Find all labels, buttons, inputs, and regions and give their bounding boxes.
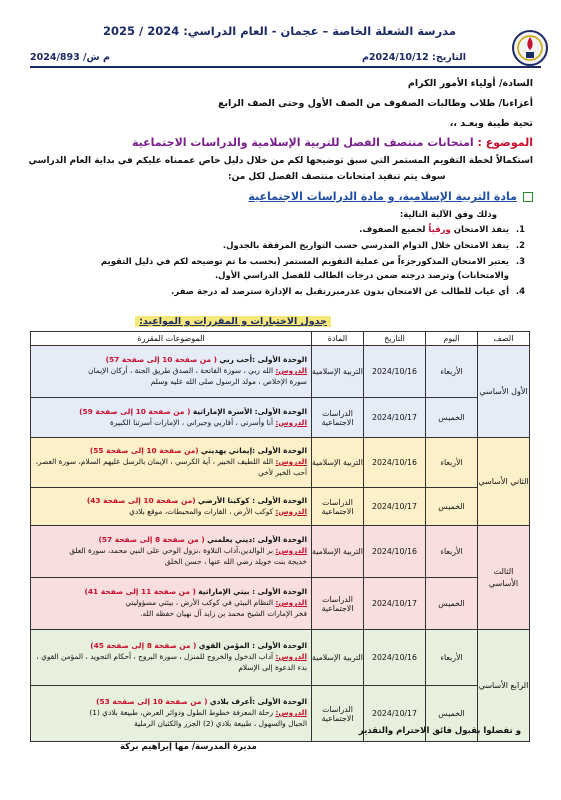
school-name: مدرسة الشعلة الخاصة – عجمان - العام الدراسي: 2024 / 2025 (102, 24, 456, 38)
grade-cell: الثالث الأساسي (478, 526, 530, 630)
date-cell: 2024/10/17 (364, 686, 426, 742)
exam-schedule-table (30, 331, 530, 742)
topics-cell: الوحدة الأولى :أعرف بلادي ( من صفحة 10 إلى صفحة 53) الدروس: رحلة المعرفة خطوط الطول ودوائر العرض، طبيعة بلادي (1) الجبال والسهول ، طبيعة بلادي (2) الجزر والكثبان الرملية (31, 686, 312, 742)
salutation: السادة/ أولياء الأمور الكرام (407, 78, 533, 89)
subject-cell: الدراسات الاجتماعية (312, 488, 364, 526)
header-topics: الموضوعات المقررة (31, 332, 312, 346)
audience-line: أعزاءنا/ طلاب وطالبات الصفوف من الصف الأول وحتى الصف الرابع (217, 98, 533, 109)
table-row (31, 526, 530, 578)
subject-lead: الموضوع : (477, 136, 533, 149)
subject-cell: الدراسات الاجتماعية (312, 578, 364, 630)
subject-line (132, 136, 533, 149)
method-list (55, 224, 525, 302)
date-cell: 2024/10/17 (364, 488, 426, 526)
topics-cell: الوحدة الأولى :إيماني يهديني (من صفحة 10 إلى صفحة 55) الدروس: الله اللطيف الخبير ، آية الكرسي ، الإيمان بالرسل عليهم السلام، سورة العصر، أحب الخير لأخي (31, 438, 312, 488)
subject-cell: التربية الإسلامية (312, 630, 364, 686)
subject-cell: التربية الإسلامية (312, 526, 364, 578)
day-cell: الخميس (426, 398, 478, 438)
header-grade: الصف (478, 332, 530, 346)
day-cell: الأربعاء (426, 526, 478, 578)
principal-signature: مديرة المدرسة/ مها إبراهيم بركة (120, 742, 257, 752)
topics-cell: الوحدة الأولى: الأسرة الإماراتية ( من صفحة 10 إلى صفحة 59) الدروس: أنا وأسرتي ، أقاربي وجيراني ، الإمارات أسرتنا الكبيرة (31, 398, 312, 438)
day-cell: الأربعاء (426, 630, 478, 686)
subjects-line: مادة التربية الإسلامية، و مادة الدراسات الاجتماعية (248, 190, 517, 203)
subject-cell: التربية الإسلامية (312, 346, 364, 398)
highlight-word: ورقياً (428, 225, 451, 235)
table-row (31, 630, 530, 686)
topics-cell: الوحدة الأولى :أحب ربي ( من صفحة 10 إلى صفحة 57) الدروس: الله ربي ، سورة الفاتحة ، الصدق طريق الجنة ، أركان الإيمان سورة الإخلاص ، مولد الرسول صلى الله عليه وسلم (31, 346, 312, 398)
list-item: 2. ينفذ الامتحان خلال الدوام المدرسي حسب التواريخ المرفقة بالجدول. (222, 241, 525, 252)
reference-number: م ش/ 2024/893 (30, 52, 110, 63)
day-cell: الخميس (426, 578, 478, 630)
checkbox-icon (523, 192, 533, 202)
date-cell: 2024/10/16 (364, 346, 426, 398)
header-subject: المادة (312, 332, 364, 346)
table-row (31, 346, 530, 398)
greeting: تحية طيبة وبعـد ،، (449, 118, 533, 129)
table-row (31, 438, 530, 488)
table-row (31, 578, 530, 630)
header-rule (30, 66, 541, 68)
topics-cell: الوحدة الأولى :ديني يعلمني ( من صفحة 8 إلى صفحة 57) الدروس: بر الوالدين،آداب التلاوة ،نزول الوحي على النبي محمد، سورة العلق خديجة بنت خويلد رضي الله عنها ، حسن الخلق (31, 526, 312, 578)
date-cell: 2024/10/16 (364, 630, 426, 686)
subject-cell: الدراسات الاجتماعية (312, 686, 364, 742)
date-cell: 2024/10/17 (364, 578, 426, 630)
topics-cell: الوحدة الأولى : بيتي الإماراتية ( من صفحة 11 إلى صفحة 41) الدروس: النظام البيئي في كوكب الأرض ، بيئتي مسؤوليتي فخر الإمارات الشيخ محمد بن زايد آل نهيان حفظه الله. (31, 578, 312, 630)
topics-cell: الوحدة الأولى : كوكبنا الأرضي (من صفحة 10 إلى صفحة 43) الدروس: كوكب الأرض ، القارات والمحيطات، موقع بلادي (31, 488, 312, 526)
intro-paragraph: استكمالاً لخطة التقويم المستمر التي سبق توضيحها لكم من خلال دليل خاص عممناه عليكم في بداية العام الدراسي (28, 156, 533, 166)
day-cell: الخميس (426, 686, 478, 742)
grade-cell: الثاني الأساسي (478, 438, 530, 526)
subject-cell: التربية الإسلامية (312, 438, 364, 488)
subject-title: امتحانات منتصف الفصل للتربية الإسلامية والدراسات الاجتماعية (131, 136, 474, 149)
date-cell: 2024/10/17 (364, 398, 426, 438)
list-item: 3. يعتبر الامتحان المذكورجزءاً من عملية التقويم المستمر (بحسب ما تم توضيحه لكم في دليل التقويم والامتحانات) وترصد درجته ضمن درجات الطالب للفصل الدراسي الأول. (100, 257, 525, 281)
grade-cell: الرابع الأساسي (478, 630, 530, 742)
method-intro: وذلك وفق الآلية التالية: (399, 210, 497, 220)
list-item: 4. أي غياب للطالب عن الامتحان بدون عذرمبررتقبل به الإدارة سترصد له درجة صفر. (171, 286, 525, 297)
letter-date: التاريخ: 2024/10/12م (361, 52, 466, 63)
day-cell: الأربعاء (426, 438, 478, 488)
header-day: اليوم (426, 332, 478, 346)
date-cell: 2024/10/16 (364, 438, 426, 488)
day-cell: الأربعاء (426, 346, 478, 398)
school-crest-icon (511, 28, 549, 68)
letterhead (20, 24, 541, 44)
date-cell: 2024/10/16 (364, 526, 426, 578)
header-date: التاريخ (364, 332, 426, 346)
day-cell: الخميس (426, 488, 478, 526)
table-header-row (31, 332, 530, 346)
grade-cell: الأول الأساسي (478, 346, 530, 438)
table-title: جدول الاختبارات و المقررات و المواعيد: (135, 316, 331, 327)
table-row (31, 488, 530, 526)
subject-cell: الدراسات الاجتماعية (312, 398, 364, 438)
closing-line: و تفضلوا بقبول فائق الاحترام والتقدير (358, 726, 521, 736)
table-row (31, 398, 530, 438)
topics-cell: الوحدة الأولى : المؤمن القوي ( من صفحة 8 إلى صفحة 45) الدروس: آداب الدخول والخروج للمنزل ، سورة البروج ، أحكام التجويد ، المؤمن القوي ، بدء الدعوة إلى الإسلام (31, 630, 312, 686)
list-item: 1. ينفذ الامتحان ورقياً لجميع الصفوف. (359, 225, 525, 235)
intro-line-2: سوف يتم تنفيذ امتحانات منتصف الفصل لكل من: (228, 172, 446, 182)
